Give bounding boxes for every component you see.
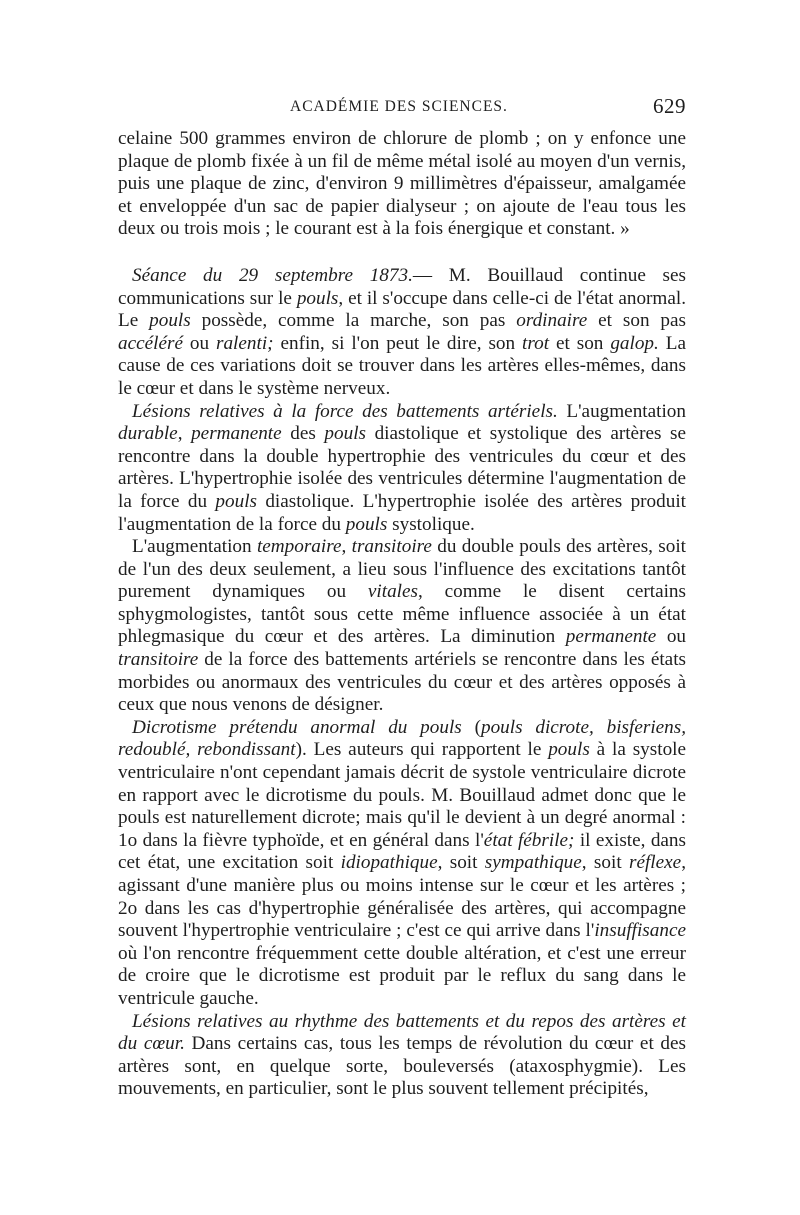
paragraph-3: Lésions relatives à la force des battements artériels. L'augmentation durable, permanente des pouls diastolique et systolique des artères se rencontre dans la double hypertrophie des ventricules du cœur et des artères. L'hypertrophie isolée des ventricules détermine l'augmentation de la force du pouls diastolique. L'hypertrophie isolée des artères produit l'augmentation de la force du pouls systolique. (118, 400, 686, 535)
section-heading: Lésions relatives à la force des battements artériels. (132, 400, 558, 422)
paragraph-2: Séance du 29 septembre 1873.— M. Bouillaud continue ses communications sur le pouls, et il s'occupe dans celle-ci de l'état anormal. Le pouls possède, comme la marche, son pas ordinaire et son pas accéléré ou ralenti; enfin, si l'on peut le dire, son trot et son galop. La cause de ces variations doit se trouver dans les artères elles-mêmes, dans le cœur et dans le système nerveux. (118, 264, 686, 399)
session-date: Séance du 29 septembre 1873. (132, 264, 413, 286)
page-number: 629 (653, 94, 686, 118)
section-heading: Lésions relatives au rhythme des battements et du repos des artères et du cœur. (118, 1010, 686, 1055)
body-text (118, 128, 686, 1101)
running-title: ACADÉMIE DES SCIENCES. (290, 98, 508, 115)
section-heading: Dicrotisme prétendu anormal du pouls (132, 716, 462, 738)
paragraph-1: celaine 500 grammes environ de chlorure de plomb ; on y enfonce une plaque de plomb fixée à un fil de même métal isolé au moyen d'un vernis, puis une plaque de zinc, d'environ 9 millimètres d'épaisseur, amalgamée et enveloppée d'un sac de papier dialyseur ; on ajoute de l'eau tous les deux ou trois mois ; le courant est à la fois énergique et constant. » (118, 128, 686, 240)
paragraph-5: Dicrotisme prétendu anormal du pouls (pouls dicrote, bisferiens, redoublé, rebondissant). Les auteurs qui rapportent le pouls à la systole ventriculaire n'ont cependant jamais décrit de systole ventriculaire dicrote en rapport avec le dicrotisme du pouls. M. Bouillaud admet donc que le pouls est naturellement dicrote; mais qu'il le devient à un degré anormal : 1o dans la fièvre typhoïde, et en général dans l'état fébrile; il existe, dans cet état, une excitation soit idiopathique, soit sympathique, soit réflexe, agissant d'une manière plus ou moins intense sur le cœur et les artères ; 2o dans les cas d'hypertrophie généralisée des artères, qui accompagne souvent l'hypertrophie ventriculaire ; c'est ce qui arrive dans l'insuffisance où l'on rencontre fréquemment cette double altération, et c'est une erreur de croire que le dicrotisme est produit par le reflux du sang dans le ventricule gauche. (118, 716, 687, 1009)
paragraph-6: Lésions relatives au rhythme des battements et du repos des artères et du cœur. Dans certains cas, tous les temps de révolution du cœur et des artères sont, en quelque sorte, bouleversés (ataxosphygmie). Les mouvements, en particulier, sont le plus souvent tellement précipités, (118, 1010, 686, 1100)
running-header (118, 94, 686, 122)
paragraph-4: L'augmentation temporaire, transitoire du double pouls des artères, soit de l'un des deux seulement, a lieu sous l'influence des excitations tantôt purement dynamiques ou vitales, comme le disent certains sphygmologistes, tantôt sous cette même influence associée à un état phlegmasique du cœur et des artères. La diminution permanente ou transitoire de la force des battements artériels se rencontre dans les états morbides ou anormaux des ventricules du cœur et des artères opposés à ceux que nous venons de désigner. (118, 536, 687, 716)
